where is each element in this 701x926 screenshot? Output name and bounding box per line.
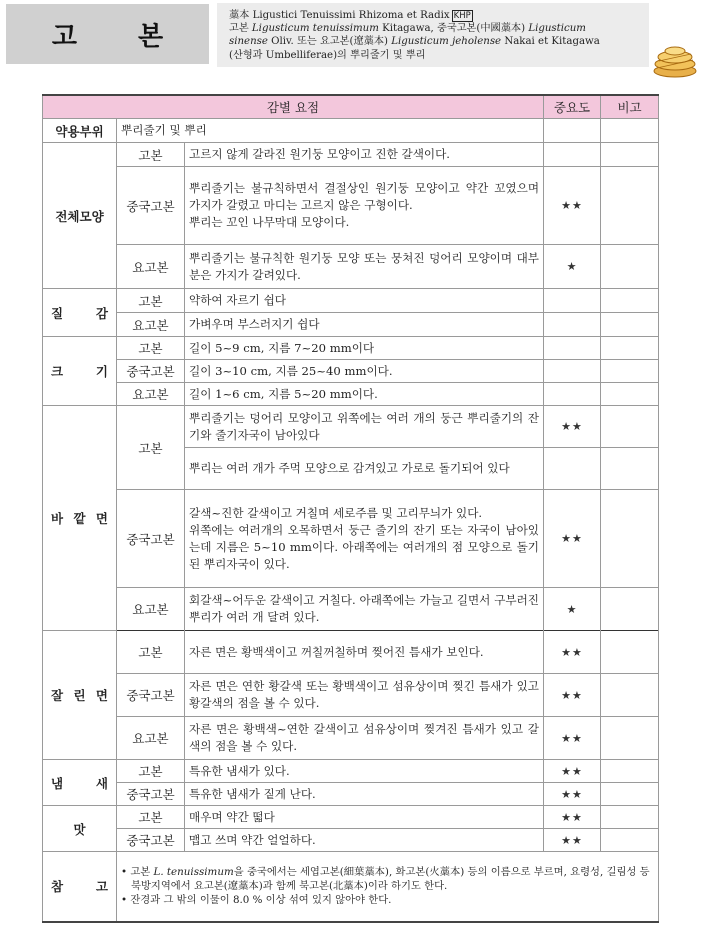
- importance-stars: ★★: [544, 674, 601, 717]
- herb-description: [217, 3, 649, 67]
- header-key-points: 감별 요점: [43, 95, 544, 119]
- table-row: 요고본 길이 1~6 cm, 지름 5~20 mm이다.: [43, 383, 659, 406]
- table-row: 중국고본 자른 면은 연한 황갈색 또는 황백색이고 섬유상이며 찢긴 틈새가 있고 황갈색의 점을 볼 수 있다. ★★: [43, 674, 659, 717]
- table-row: 뿌리는 여러 개가 주먹 모양으로 감겨있고 가로로 돌기되어 있다: [43, 448, 659, 490]
- category-size: 크 기: [43, 337, 117, 406]
- desc-line-2: 고본 Ligusticum tenuissimum Kitagawa, 중국고본(中國藁本) Ligusticum: [229, 23, 586, 35]
- table-row: 잘 린 면 고본 자른 면은 황백색이고 꺼칠꺼칠하며 찢어진 틈새가 보인다. ★★: [43, 631, 659, 674]
- table-row: 중국고본 특유한 냄새가 짙게 난다. ★★: [43, 783, 659, 806]
- category-outer-surface: 바 깥 면: [43, 406, 117, 631]
- herb-title-box: [6, 4, 209, 64]
- header-importance: 중요도: [544, 95, 601, 119]
- table-row: 중국고본 길이 3~10 cm, 지름 25~40 mm이다.: [43, 360, 659, 383]
- table-row: [43, 852, 659, 922]
- reference-notes: • 고본 L. tenuissimum을 중국에서는 세엽고본(細葉藁本), 화고본(火藁本) 등의 이름으로 부르며, 요령성, 길림성 등 북방지역에서 요고본(遼藁本)과 함께 북고본(北藁本)이라 하기도 한다. • 잔경과 그 밖의 이물이 8.0 % 이상 섞여 있지 않아야 한다.: [117, 852, 659, 922]
- importance-stars: ★: [544, 245, 601, 289]
- table-row: 바 깥 면 고본 뿌리줄기는 덩어리 모양이고 위쪽에는 여러 개의 둥근 뿌리줄기의 잔기와 줄기자국이 남아있다 ★★: [43, 406, 659, 448]
- importance-stars: ★★: [544, 406, 601, 448]
- desc-line-3: sinense Oliv. 또는 요고본(遼藁本) Ligusticum jeholense Nakai et Kitagawa: [229, 36, 600, 48]
- category-use-part: 약용부위: [43, 119, 117, 143]
- importance-stars: ★★: [544, 631, 601, 674]
- table-row: 중국고본 갈색~진한 갈색이고 거칠며 세로주름 및 고리무늬가 있다. 위쪽에는 여러개의 오목하면서 둥근 줄기의 잔기 또는 자국이 남아있는데 지름은 5~10 mm이다. 아래쪽에는 여러개의 점 모양으로 돌기된 뿌리자국이 있다. ★★: [43, 490, 659, 588]
- category-cut-surface: 잘 린 면: [43, 631, 117, 760]
- category-smell: 냄 새: [43, 760, 117, 806]
- table-row: 요고본 회갈색~어두운 갈색이고 거칠다. 아래쪽에는 가늘고 길면서 구부러진 뿌리가 여러 개 달려 있다. ★: [43, 588, 659, 631]
- table-row: 질 감 고본 약하여 자르기 쉽다: [43, 289, 659, 313]
- desc-line-4: (산형과 Umbelliferae)의 뿌리줄기 및 뿌리: [229, 49, 426, 61]
- importance-stars: ★★: [544, 783, 601, 806]
- importance-stars: ★★: [544, 490, 601, 588]
- table-row: 냄 새 고본 특유한 냄새가 있다. ★★: [43, 760, 659, 783]
- table-row: 요고본 자른 면은 황백색~연한 갈색이고 섬유상이며 찢겨진 틈새가 있고 갈색의 점을 볼 수 있다. ★★: [43, 717, 659, 760]
- category-reference: 참 고: [43, 852, 117, 922]
- table-row: 전체모양 고본 고르지 않게 갈라진 원기둥 모양이고 진한 갈색이다.: [43, 143, 659, 167]
- table-row: 요고본 가벼우며 부스러지기 쉽다: [43, 313, 659, 337]
- importance-stars: ★★: [544, 806, 601, 829]
- table-header-row: [43, 95, 659, 119]
- table-row: 크 기 고본 길이 5~9 cm, 지름 7~20 mm이다: [43, 337, 659, 360]
- identification-table: [42, 94, 659, 923]
- table-row: 요고본 뿌리줄기는 불규칙한 원기둥 모양 또는 뭉쳐진 덩어리 모양이며 대부분은 가지가 갈려있다. ★: [43, 245, 659, 289]
- use-part-text: 뿌리줄기 및 뿌리: [117, 119, 544, 143]
- table-row: 맛 고본 매우며 약간 떫다 ★★: [43, 806, 659, 829]
- page-header: [0, 0, 701, 70]
- table-row: [43, 119, 659, 143]
- table-row: 중국고본 맵고 쓰며 약간 얼얼하다. ★★: [43, 829, 659, 852]
- importance-stars: ★★: [544, 760, 601, 783]
- table-row: 중국고본 뿌리줄기는 불규칙하면서 결절상인 원기둥 모양이고 약간 꼬였으며 가지가 갈렸고 마디는 고르지 않은 구형이다. 뿌리는 꼬인 나무막대 모양이다. ★★: [43, 167, 659, 245]
- herb-title: 고 본: [51, 21, 190, 52]
- importance-stars: ★★: [544, 829, 601, 852]
- khp-badge: KHP: [453, 11, 471, 21]
- importance-stars: ★★: [544, 717, 601, 760]
- category-taste: 맛: [43, 806, 117, 852]
- herb-bundle-icon: [651, 44, 699, 78]
- importance-stars: ★: [544, 588, 601, 631]
- header-remark: 비고: [601, 95, 659, 119]
- category-texture: 질 감: [43, 289, 117, 337]
- category-shape: 전체모양: [43, 143, 117, 289]
- desc-line-1: 藁本 Ligustici Tenuissimi Rhizoma et Radix KHP: [229, 10, 471, 21]
- importance-stars: ★★: [544, 167, 601, 245]
